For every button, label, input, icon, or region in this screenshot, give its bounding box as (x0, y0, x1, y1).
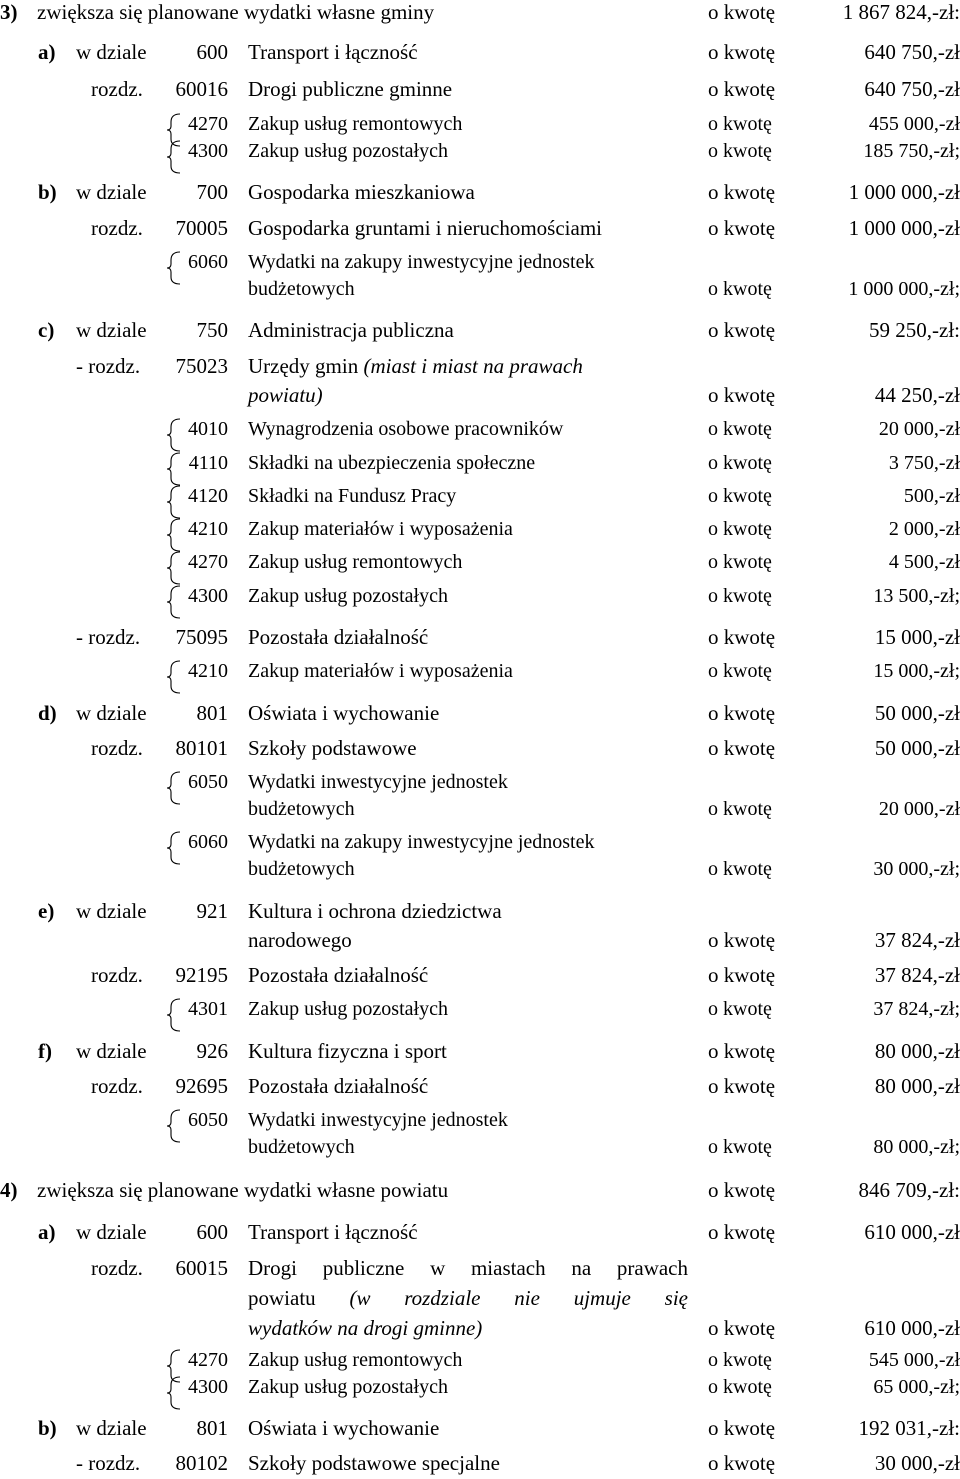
rozdzial-name: Pozostała działalność (248, 1074, 429, 1098)
item-letter: d) (38, 701, 57, 725)
paragraf-name: Zakup usług pozostałych (248, 585, 448, 607)
kwota-label: o kwotę (708, 1220, 776, 1244)
kwota-label: o kwotę (708, 551, 772, 573)
amount: 500,-zł (903, 485, 960, 507)
amount: 2 000,-zł (888, 518, 960, 540)
dzial-label: w dziale (76, 1220, 147, 1244)
paragraph-sign-icon (167, 251, 181, 285)
kwota-label: o kwotę (708, 216, 776, 240)
rozdzial-name: Szkoły podstawowe specjalne (248, 1451, 500, 1475)
rozdzial-name-italic: (w rozdziale nie ujmuje się (349, 1286, 688, 1310)
kwota-label: o kwotę (708, 798, 772, 820)
amount: 80 000,-zł; (873, 1136, 960, 1158)
amount: 37 824,-zł (874, 928, 960, 952)
rozdzial-number: 92695 (175, 1074, 228, 1098)
item-letter: c) (38, 318, 55, 342)
paragraf-name: Zakup usług pozostałych (248, 998, 448, 1020)
dzial-name: Kultura fizyczna i sport (248, 1039, 447, 1063)
amount: 37 824,-zł (874, 963, 960, 987)
kwota-label: o kwotę (708, 1316, 776, 1340)
kwota-label: o kwotę (708, 928, 776, 952)
kwota-label: o kwotę (708, 660, 772, 682)
paragraf-name: Zakup usług remontowych (248, 113, 463, 135)
kwota-label: o kwotę (708, 1074, 776, 1098)
dzial-name: Kultura i ochrona dziedzictwa (248, 899, 502, 923)
rozdzial-number: 75095 (175, 625, 228, 649)
dzial-number: 700 (196, 180, 228, 204)
dzial-number: 801 (196, 701, 228, 725)
rozdzial-name: Szkoły podstawowe (248, 736, 417, 760)
amount: 37 824,-zł; (873, 998, 960, 1020)
paragraf-number: 4270 (188, 113, 228, 135)
kwota-label: o kwotę (708, 180, 776, 204)
rozdzial-label: rozdz. (91, 963, 143, 987)
amount: 640 750,-zł (864, 77, 960, 101)
rozdzial-name-cont (248, 1286, 688, 1311)
dzial-label: w dziale (76, 701, 147, 725)
paragraf-name: Zakup usług pozostałych (248, 1376, 448, 1398)
dzial-label: w dziale (76, 40, 147, 64)
item-letter: b) (38, 180, 57, 204)
paragraf-name: Zakup usług remontowych (248, 551, 463, 573)
amount: 59 250,-zł: (869, 318, 960, 342)
paragraf-number: 4270 (188, 1349, 228, 1371)
kwota-label: o kwotę (708, 963, 776, 987)
amount: 80 000,-zł (874, 1039, 960, 1063)
kwota-label: o kwotę (708, 318, 776, 342)
paragraf-name-cont: budżetowych (248, 1136, 355, 1158)
dzial-name: Oświata i wychowanie (248, 1416, 440, 1440)
kwota-label: o kwotę (708, 383, 776, 407)
paragraph-sign-icon (167, 1376, 181, 1410)
item-letter: a) (38, 40, 56, 64)
amount: 44 250,-zł (874, 383, 960, 407)
amount: 4 500,-zł (888, 551, 960, 573)
dzial-name: Transport i łączność (248, 1220, 418, 1244)
paragraph-sign-icon (167, 998, 181, 1032)
kwota-label: o kwotę (708, 1416, 776, 1440)
rozdzial-label: rozdz. (91, 1256, 143, 1280)
amount: 15 000,-zł; (873, 660, 960, 682)
section-amount: 846 709,-zł: (858, 1178, 960, 1202)
dzial-number: 926 (196, 1039, 228, 1063)
kwota-label: o kwotę (708, 1376, 772, 1398)
rozdzial-label: rozdz. (91, 216, 143, 240)
section-marker: 3) (0, 0, 18, 24)
paragraph-sign-icon (167, 518, 181, 552)
dzial-number: 921 (196, 899, 228, 923)
rozdzial-name: Pozostała działalność (248, 963, 429, 987)
amount: 50 000,-zł (874, 736, 960, 760)
paragraf-name-cont: budżetowych (248, 278, 355, 300)
paragraf-number: 4210 (188, 660, 228, 682)
amount: 13 500,-zł; (873, 585, 960, 607)
amount: 640 750,-zł (864, 40, 960, 64)
dzial-number: 750 (196, 318, 228, 342)
paragraf-name: Wydatki inwestycyjne jednostek (248, 771, 508, 793)
paragraf-number: 4270 (188, 551, 228, 573)
dzial-label: w dziale (76, 899, 147, 923)
dzial-name: Transport i łączność (248, 40, 418, 64)
paragraf-name: Składki na Fundusz Pracy (248, 485, 457, 507)
amount: 65 000,-zł; (873, 1376, 960, 1398)
item-letter: b) (38, 1416, 57, 1440)
kwota-label: o kwotę (708, 1039, 776, 1063)
amount: 1 000 000,-zł (848, 180, 960, 204)
rozdzial-name-main: powiatu (248, 1286, 316, 1310)
amount: 15 000,-zł (874, 625, 960, 649)
paragraf-name: Zakup usług remontowych (248, 1349, 463, 1371)
amount: 610 000,-zł (864, 1316, 960, 1340)
paragraf-name: Zakup materiałów i wyposażenia (248, 518, 513, 540)
rozdzial-number: 80102 (175, 1451, 228, 1475)
amount: 545 000,-zł (868, 1349, 960, 1371)
rozdzial-label: - rozdz. (76, 1451, 141, 1475)
paragraf-number: 6050 (188, 1109, 228, 1131)
amount: 455 000,-zł (868, 113, 960, 135)
kwota-label: o kwotę (708, 701, 776, 725)
kwota-label: o kwotę (708, 418, 772, 440)
kwota-label: o kwotę (708, 77, 776, 101)
amount: 1 000 000,-zł (848, 216, 960, 240)
rozdzial-name-cont: wydatków na drogi gminne) (248, 1316, 483, 1340)
rozdzial-name: Drogi publiczne gminne (248, 77, 453, 101)
kwota-label: o kwotę (708, 40, 776, 64)
paragraf-number: 4300 (188, 585, 228, 607)
paragraf-number: 4301 (188, 998, 228, 1020)
rozdzial-label: rozdz. (91, 736, 143, 760)
dzial-name: Oświata i wychowanie (248, 701, 440, 725)
paragraf-number: 6050 (188, 771, 228, 793)
rozdzial-name (248, 354, 583, 379)
paragraf-name: Wydatki na zakupy inwestycyjne jednostek (248, 251, 595, 273)
paragraph-sign-icon (167, 1109, 181, 1143)
dzial-number: 600 (196, 40, 228, 64)
amount: 20 000,-zł (878, 798, 960, 820)
section-amount: 1 867 824,-zł: (842, 0, 960, 24)
rozdzial-label: - rozdz. (76, 625, 141, 649)
dzial-name: Administracja publiczna (248, 318, 454, 342)
amount: 185 750,-zł; (863, 140, 960, 162)
paragraph-sign-icon (167, 485, 181, 519)
paragraph-sign-icon (167, 771, 181, 805)
kwota-label: o kwotę (708, 625, 776, 649)
amount: 1 000 000,-zł; (848, 278, 960, 300)
paragraf-name: Wydatki inwestycyjne jednostek (248, 1109, 508, 1131)
rozdzial-number: 70005 (175, 216, 228, 240)
rozdzial-name-italic: (miast i miast na prawach (363, 354, 583, 378)
rozdzial-name: Gospodarka gruntami i nieruchomościami (248, 216, 602, 240)
rozdzial-number: 92195 (175, 963, 228, 987)
kwota-label: o kwotę (708, 140, 772, 162)
kwota-label: o kwotę (708, 585, 772, 607)
item-letter: e) (38, 899, 55, 923)
paragraph-sign-icon (167, 585, 181, 619)
kwota-label: o kwotę (708, 278, 772, 300)
dzial-number: 801 (196, 1416, 228, 1440)
paragraf-number: 4110 (188, 452, 228, 474)
paragraf-name: Składki na ubezpieczenia społeczne (248, 452, 536, 474)
kwota-label: o kwotę (708, 0, 776, 24)
rozdzial-name-cont: powiatu) (248, 383, 323, 407)
paragraf-name: Wynagrodzenia osobowe pracowników (248, 418, 564, 440)
dzial-label: w dziale (76, 318, 147, 342)
item-letter: a) (38, 1220, 56, 1244)
kwota-label: o kwotę (708, 518, 772, 540)
rozdzial-number: 60015 (175, 1256, 228, 1280)
kwota-label: o kwotę (708, 113, 772, 135)
rozdzial-name-main: Urzędy gmin (248, 354, 359, 378)
dzial-name: Gospodarka mieszkaniowa (248, 180, 475, 204)
paragraph-sign-icon (167, 140, 181, 174)
amount: 30 000,-zł; (873, 858, 960, 880)
paragraph-sign-icon (167, 660, 181, 694)
rozdzial-label: rozdz. (91, 1074, 143, 1098)
rozdzial-number: 80101 (175, 736, 228, 760)
paragraf-name: Zakup usług pozostałych (248, 140, 448, 162)
kwota-label: o kwotę (708, 1136, 772, 1158)
dzial-label: w dziale (76, 180, 147, 204)
amount: 3 750,-zł (888, 452, 960, 474)
amount: 20 000,-zł (878, 418, 960, 440)
rozdzial-name: Drogi publiczne w miastach na prawach (248, 1256, 688, 1280)
rozdzial-number: 60016 (175, 77, 228, 101)
amount: 610 000,-zł (864, 1220, 960, 1244)
amount: 80 000,-zł (874, 1074, 960, 1098)
paragraf-number: 6060 (188, 251, 228, 273)
paragraf-name-cont: budżetowych (248, 858, 355, 880)
paragraph-sign-icon (167, 418, 181, 452)
rozdzial-label: rozdz. (91, 77, 143, 101)
paragraph-sign-icon (167, 831, 181, 865)
rozdzial-name: Pozostała działalność (248, 625, 429, 649)
section-title: zwiększa się planowane wydatki własne gminy (37, 0, 435, 24)
kwota-label: o kwotę (708, 1451, 776, 1475)
paragraph-sign-icon (167, 452, 181, 486)
section-marker: 4) (0, 1178, 18, 1202)
paragraf-number: 4300 (188, 1376, 228, 1398)
paragraf-number: 4300 (188, 140, 228, 162)
dzial-label: w dziale (76, 1039, 147, 1063)
dzial-name-cont: narodowego (248, 928, 352, 952)
rozdzial-label: - rozdz. (76, 354, 141, 378)
paragraf-number: 6060 (188, 831, 228, 853)
kwota-label: o kwotę (708, 736, 776, 760)
amount: 30 000,-zł (874, 1451, 960, 1475)
paragraf-number: 4010 (188, 418, 228, 440)
kwota-label: o kwotę (708, 858, 772, 880)
dzial-label: w dziale (76, 1416, 147, 1440)
paragraph-sign-icon (167, 551, 181, 585)
rozdzial-number: 75023 (175, 354, 228, 378)
paragraf-number: 4210 (188, 518, 228, 540)
kwota-label: o kwotę (708, 452, 772, 474)
kwota-label: o kwotę (708, 998, 772, 1020)
paragraf-number: 4120 (188, 485, 228, 507)
amount: 192 031,-zł: (858, 1416, 960, 1440)
paragraf-name: Wydatki na zakupy inwestycyjne jednostek (248, 831, 595, 853)
item-letter: f) (38, 1039, 52, 1063)
paragraf-name-cont: budżetowych (248, 798, 355, 820)
kwota-label: o kwotę (708, 485, 772, 507)
dzial-number: 600 (196, 1220, 228, 1244)
paragraf-name: Zakup materiałów i wyposażenia (248, 660, 513, 682)
kwota-label: o kwotę (708, 1349, 772, 1371)
kwota-label: o kwotę (708, 1178, 776, 1202)
amount: 50 000,-zł (874, 701, 960, 725)
section-title: zwiększa się planowane wydatki własne powiatu (37, 1178, 449, 1202)
